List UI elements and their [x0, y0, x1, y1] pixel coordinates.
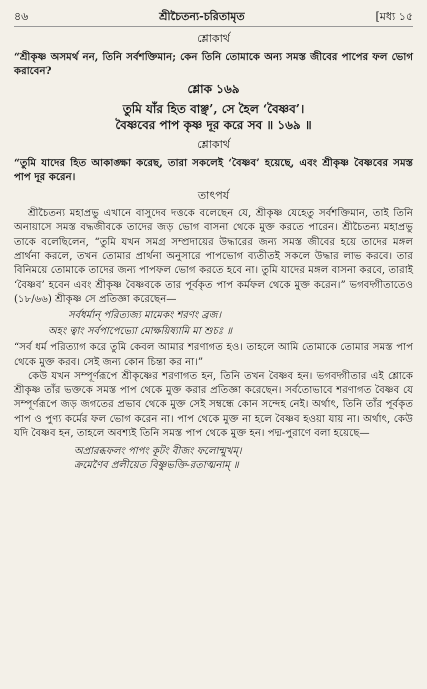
translation-heading-2: শ্লোকার্থ: [197, 137, 230, 151]
verse-line-1: তুমি যাঁর হিত বাঞ্ছ’, সে হৈল ‘বৈষ্ণব’।: [122, 101, 305, 116]
sanskrit-verse-1-line-1: সর্বধর্মান্ পরিত্যজ্য মামেকং শরণং ব্রজ।: [68, 310, 222, 322]
sanskrit-verse-1-line-2: অহং ত্বাং সর্বপাপেভ্যো মোক্ষয়িষ্যামি মা শুচঃ ॥: [48, 326, 233, 338]
verse-number: শ্লোক ১৬৯: [187, 81, 240, 96]
purport-paragraph-1: শ্রীচৈতন্য মহাপ্রভু এখানে বাসুদেব দত্তকে বলেছেন যে, শ্রীকৃষ্ণ যেহেতু সর্বশক্তিমান, তাই তিনি অনায়াসে সমস্ত বদ্ধজীবকে তাদের জড় ভোগ বাসনা থেকে মুক্ত করতে পারেন। শ্রীচৈতন্য মহাপ্রভু তাকে বলেছিলেন, “তুমি যখন সমগ্র সম্প্রদায়ের উদ্ধারের জন্য সমস্ত জীবের হয়ে তাদের মঙ্গল প্রার্থনা করলে, তখন তোমার প্রার্থনা অনুসারে পাপভোগ ব্যতীতই সকলে উদ্ধার লাভ করবে। তার বিনিময়ে তোমাকে তাদের জন্য পাপফল ভোগ করতে হবে না। তুমি যাদের মঙ্গল বাসনা করবে, তারাই ‘বৈষ্ণব’ হবেন এবং শ্রীকৃষ্ণ বৈষ্ণবকে তার পূর্বকৃত পাপ কর্মফল থেকে মুক্ত করেন।” ভগবদ্গীতাতেও (১৮/৬৬) শ্রীকৃষ্ণ সে প্রতিজ্ঞা করেছেন—: [14, 208, 413, 305]
sanskrit-verse-2-line-2: ক্রমেণৈব প্রলীয়েত বিষ্ণুভক্তি-রতাত্মনাম্ ॥: [74, 460, 239, 472]
translation-heading: শ্লোকার্থ: [197, 32, 230, 45]
purport-heading: তাৎপর্য: [197, 189, 230, 203]
translation-text-2: “তুমি যাদের হিত আকাঙ্ক্ষা করেছ, তারা সকলেই ‘বৈষ্ণব’ হয়েছে, এবং শ্রীকৃষ্ণ বৈষ্ণবের সমস্ত পাপ দূর করেন।: [14, 156, 413, 183]
running-title: শ্রীচৈতন্য-চরিতামৃত: [159, 10, 245, 23]
translation-text: “শ্রীকৃষ্ণ অসমর্থ নন, তিনি সর্বশক্তিমান; কেন তিনি তোমাকে অন্য সমস্ত জীবের পাপের ফল ভোগ করাবেন?: [14, 51, 413, 78]
purport-paragraph-3: কেউ যখন সম্পূর্ণরূপে শ্রীকৃষ্ণের শরণাগত হন, তিনি তখন বৈষ্ণব হন। ভগবদ্গীতার এই শ্লোকে শ্রীকৃষ্ণ তাঁর ভক্তকে সমস্ত পাপ থেকে মুক্ত করার প্রতিজ্ঞা করেছেন। সর্বতোভাবে শরণাগত বৈষ্ণব যে সম্পূর্ণরূপে জড় জগতের প্রভাব থেকে মুক্ত সেই সম্বন্ধে কোন সন্দেহ নেই। অর্থাৎ, তিনি তাঁর পূর্বকৃত পাপ ও পুণ্য কর্মের ফল ভোগ করেন না। পাপ থেকে মুক্ত না হলে বৈষ্ণব হওয়া যায় না। অর্থাৎ, কেউ যদি বৈষ্ণব হন, তাহলে অবশ্যই তিনি সমস্ত পাপ থেকে মুক্ত হন। পদ্ম-পুরাণে বলা হয়েছে—: [14, 370, 413, 440]
page-header: [14, 8, 413, 27]
verse-line-2: বৈষ্ণবের পাপ কৃষ্ণ দূর করে সব ॥ ১৬৯ ॥: [115, 117, 312, 132]
section-label: [মধ্য ১৫: [375, 10, 413, 23]
sanskrit-verse-2-line-1: অপ্রারব্ধফলং পাপং কূটং বীজং ফলোন্মুখম্।: [74, 446, 242, 458]
page-number: ৪৬: [14, 10, 29, 23]
purport-paragraph-2: “সর্ব ধর্ম পরিত্যাগ করে তুমি কেবল আমার শরণাগত হও। তাহলে আমি তোমাকে তোমার সমস্ত পাপ থেকে মুক্ত করব। সেই জন্য কোন চিন্তা কর না।”: [14, 342, 413, 368]
